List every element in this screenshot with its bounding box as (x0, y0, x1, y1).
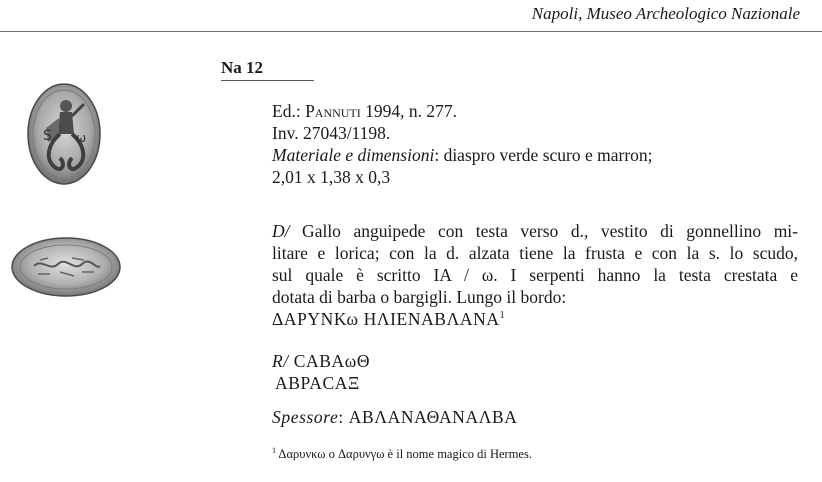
material-line (272, 144, 798, 166)
edition-line: Ed.: Pannuti 1994, n. 277. (272, 101, 458, 121)
edition-author: Pannuti (305, 101, 361, 121)
gem-front-image (26, 82, 102, 186)
gem-side-image (10, 236, 122, 298)
footnote-ref: 1 (499, 310, 506, 322)
obverse-inscription: ΔΑΡΥΝΚω ΗΛΙΕΝΑΒΛΑΝΑ$^1$ (272, 309, 506, 329)
running-header: Napoli, Museo Archeologico Nazionale (531, 4, 800, 23)
edition-block (272, 100, 798, 188)
reverse-label: R/ (272, 351, 289, 371)
reverse-line-1: R/ CABAωΘ (272, 351, 371, 371)
material-label: Materiale e dimensioni (272, 145, 435, 165)
obverse-line-2: litare e lorica; con la d. alzata tiene la frusta e con la s. lo scudo, (272, 243, 798, 263)
thickness-label: Spessore (272, 407, 339, 427)
reverse-block (272, 350, 798, 394)
thickness-line: Spessore: ΑΒΛΑΝΑΘΑΝΑΛΒΑ (272, 407, 518, 427)
inventory-line: Inv. 27043/1198. (272, 123, 391, 143)
material-value: : diaspro verde scuro e marron; (434, 145, 653, 165)
entry-id-underline (221, 80, 314, 81)
header-divider (0, 31, 822, 32)
footnote-text: Δαρυνκω o Δαρυνγω è il nome magico di Hermes. (276, 447, 532, 462)
svg-text:ω: ω (76, 131, 87, 145)
thickness-block (272, 406, 798, 428)
svg-text:S: S (43, 128, 52, 144)
obverse-line-3: sul quale è scritto ΙΑ / ω. I serpenti hanno la testa crestata e (272, 265, 798, 285)
dimensions-line: 2,01 x 1,38 x 0,3 (272, 167, 391, 187)
reverse-line-2: ΑΒΡΑCΑΞ (275, 373, 360, 393)
catalog-entry-id: Na 12 (221, 58, 264, 77)
obverse-label: D/ (272, 221, 290, 241)
obverse-block (272, 220, 798, 330)
obverse-line-4: dotata di barba o bargigli. Lungo il bordo: (272, 287, 567, 307)
footnote-mark: 1 (272, 446, 276, 455)
obverse-line-1: D/ Gallo anguipede con testa verso d., vestito di gonnellino mi- (272, 221, 798, 241)
footnote (272, 446, 532, 462)
